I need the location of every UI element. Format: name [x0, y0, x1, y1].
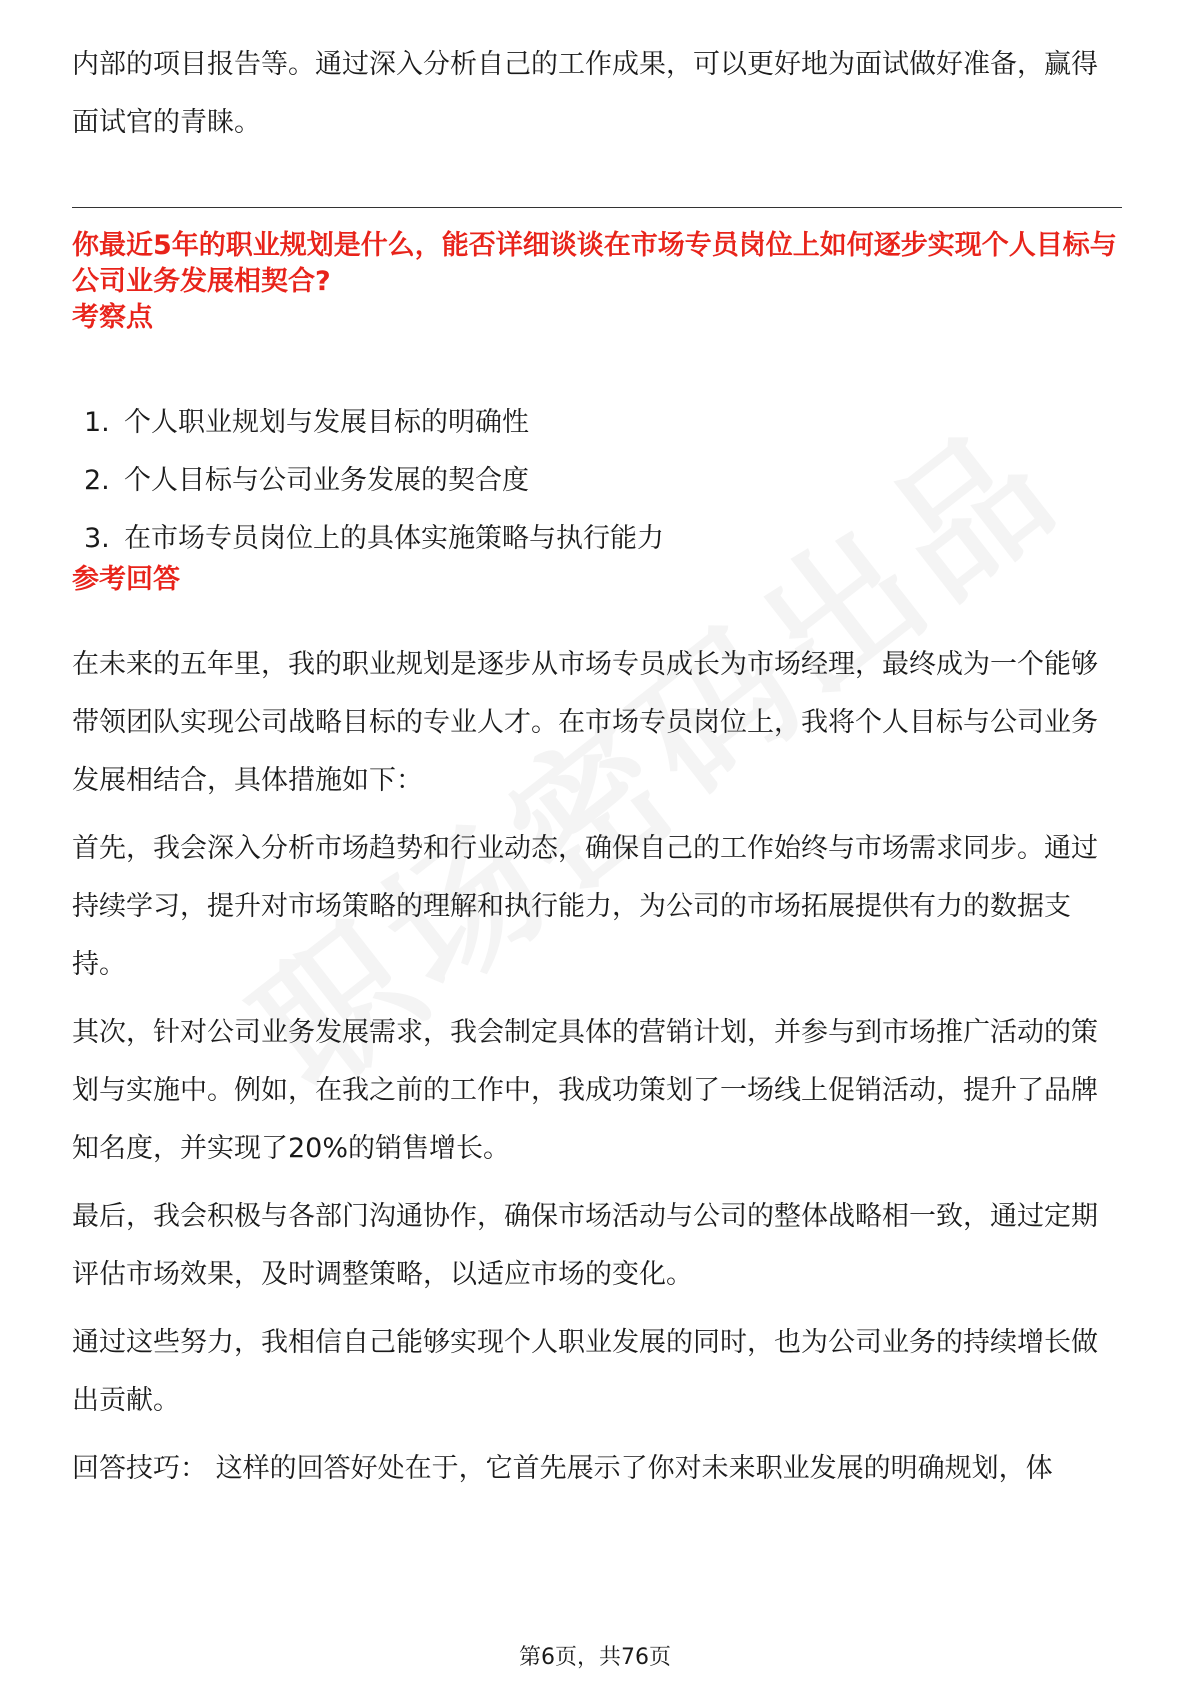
focus-list — [84, 394, 664, 568]
answer-label: 参考回答 — [72, 564, 180, 595]
answer-paragraph: 其次，针对公司业务发展需求，我会制定具体的营销计划，并参与到市场推广活动的策划与实施中。例如，在我之前的工作中，我成功策划了一场线上促销活动，提升了品牌知名度，并实现了20%的销售增长。 — [72, 1017, 1098, 1164]
list-item — [84, 394, 664, 452]
answer-paragraph: 在未来的五年里，我的职业规划是逐步从市场专员成长为市场经理，最终成为一个能够带领团队实现公司战略目标的专业人才。在市场专员岗位上，我将个人目标与公司业务发展相结合，具体措施如下： — [72, 649, 1098, 796]
answer-paragraph: 首先，我会深入分析市场趋势和行业动态，确保自己的工作始终与市场需求同步。通过持续学习，提升对市场策略的理解和执行能力，为公司的市场拓展提供有力的数据支持。 — [72, 833, 1098, 980]
page-number: 第6页，共76页 — [519, 1645, 671, 1670]
answer-paragraph: 最后，我会积极与各部门沟通协作，确保市场活动与公司的整体战略相一致，通过定期评估市场效果，及时调整策略，以适应市场的变化。 — [72, 1201, 1098, 1290]
answer-tip-paragraph: 回答技巧： 这样的回答好处在于，它首先展示了你对未来职业发展的明确规划，体 — [72, 1453, 1053, 1484]
list-number: 3. — [84, 523, 110, 554]
list-number: 1. — [84, 407, 110, 438]
list-text: 个人目标与公司业务发展的契合度 — [124, 465, 529, 496]
list-text: 在市场专员岗位上的具体实施策略与执行能力 — [124, 523, 664, 554]
list-number: 2. — [84, 465, 110, 496]
intro-paragraph: 内部的项目报告等。通过深入分析自己的工作成果，可以更好地为面试做好准备，赢得面试官的青睐。 — [72, 49, 1098, 138]
list-item — [84, 452, 664, 510]
section-divider — [72, 207, 1122, 208]
answer-paragraph: 通过这些努力，我相信自己能够实现个人职业发展的同时，也为公司业务的持续增长做出贡献。 — [72, 1327, 1098, 1416]
list-text: 个人职业规划与发展目标的明确性 — [124, 407, 529, 438]
question-heading: 你最近5年的职业规划是什么，能否详细谈谈在市场专员岗位上如何逐步实现个人目标与公司业务发展相契合? — [72, 230, 1117, 297]
focus-label: 考察点 — [72, 302, 153, 333]
list-item — [84, 510, 664, 568]
